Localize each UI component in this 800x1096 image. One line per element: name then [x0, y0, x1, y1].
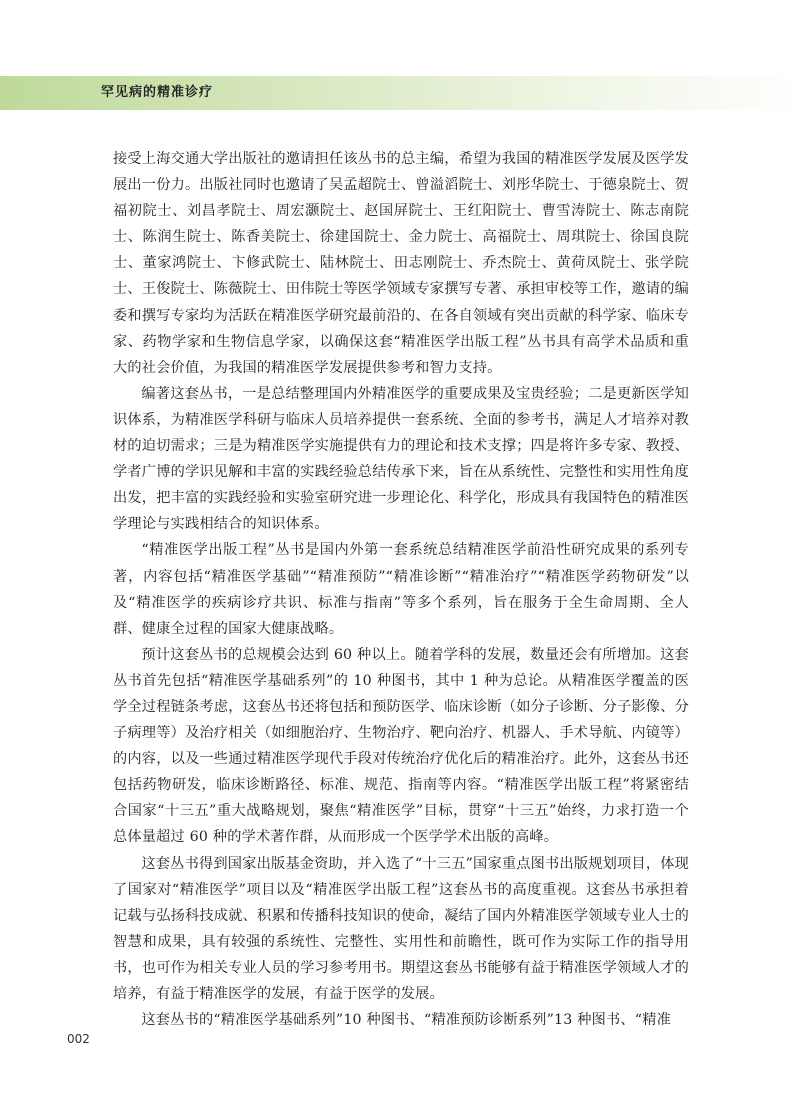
running-title: 罕见病的精准诊疗 [101, 85, 214, 100]
page-number: 002 [67, 1032, 90, 1046]
paragraph: 预计这套丛书的总规模会达到 60 种以上。随着学科的发展，数量还会有所增加。这套丛书首先包括“精准医学基础系列”的 10 种图书，其中 1 种为总论。从精准医学覆盖的医学全过程链条考虑，这套丛书还将包括和预防医学、临床诊断（如分子诊断、分子影像、分子病理等）及治疗相关（如细胞治疗、生物治疗、靶向治疗、机器人、手术导航、内镜等）的内容，以及一些通过精准医学现代手段对传统治疗优化后的精准治疗。此外，这套丛书还包括药物研发，临床诊断路径、标准、规范、指南等内容。“精准医学出版工程”将紧密结合国家“十三五”重大战略规划，聚焦“精准医学”目标，贯穿“十三五”始终，力求打造一个总体量超过 60 种的学术著作群，从而形成一个医学学术出版的高峰。 [113, 646, 689, 846]
paragraph: 这套丛书得到国家出版基金资助，并入选了“十三五”国家重点图书出版规划项目，体现了国家对“精准医学”项目以及“精准医学出版工程”这套丛书的高度重视。这套丛书承担着记载与弘扬科技成就、积累和传播科技知识的使命，凝结了国内外精准医学领域专业人士的智慧和成果，具有较强的系统性、完整性、实用性和前瞻性，既可作为实际工作的指导用书，也可作为相关专业人员的学习参考用书。期望这套丛书能够有益于精准医学领域人才的培养，有益于精准医学的发展，有益于医学的发展。 [113, 855, 689, 1002]
paragraph-truncated: 这套丛书的“精准医学基础系列”10 种图书、“精准预防诊断系列”13 种图书、“精准 [141, 1012, 671, 1029]
paragraph: 编著这套丛书，一是总结整理国内外精准医学的重要成果及宝贵经验；二是更新医学知识体系，为精准医学科研与临床人员培养提供一套系统、全面的参考书，满足人才培养对教材的迫切需求；三是为精准医学实施提供有力的理论和技术支撑；四是将许多专家、教授、学者广博的学识见解和丰富的实践经验总结传承下来，旨在从系统性、完整性和实用性角度出发，把丰富的实践经验和实验室研究进一步理论化、科学化，形成具有我国特色的精准医学理论与实践相结合的知识体系。 [113, 385, 689, 533]
paragraph: “精准医学出版工程”丛书是国内外第一套系统总结精准医学前沿性研究成果的系列专著，内容包括“精准医学基础”“精准预防”“精准诊断”“精准治疗”“精准医学药物研发”以及“精准医学的疾病诊疗共识、标准与指南”等多个系列，旨在服务于全生命周期、全人群、健康全过程的国家大健康战略。 [113, 542, 689, 637]
body-text [113, 146, 689, 1033]
paragraph-continuation: 接受上海交通大学出版社的邀请担任该丛书的总主编，希望为我国的精准医学发展及医学发展出一份力。出版社同时也邀请了吴孟超院士、曾溢滔院士、刘彤华院士、于德泉院士、贺福初院士、刘昌孝院士、周宏灏院士、赵国屏院士、王红阳院士、曹雪涛院士、陈志南院士、陈润生院士、陈香美院士、徐建国院士、金力院士、高福院士、周琪院士、徐国良院士、董家鸿院士、卞修武院士、陆林院士、田志刚院士、乔杰院士、黄荷凤院士、张学院士、王俊院士、陈薇院士、田伟院士等医学领域专家撰写专著、承担审校等工作，邀请的编委和撰写专家均为活跃在精准医学研究最前沿的、在各自领域有突出贡献的科学家、临床专家、药物学家和生物信息学家，以确保这套“精准医学出版工程”丛书具有高学术品质和重大的社会价值，为我国的精准医学发展提供参考和智力支持。 [113, 151, 689, 376]
